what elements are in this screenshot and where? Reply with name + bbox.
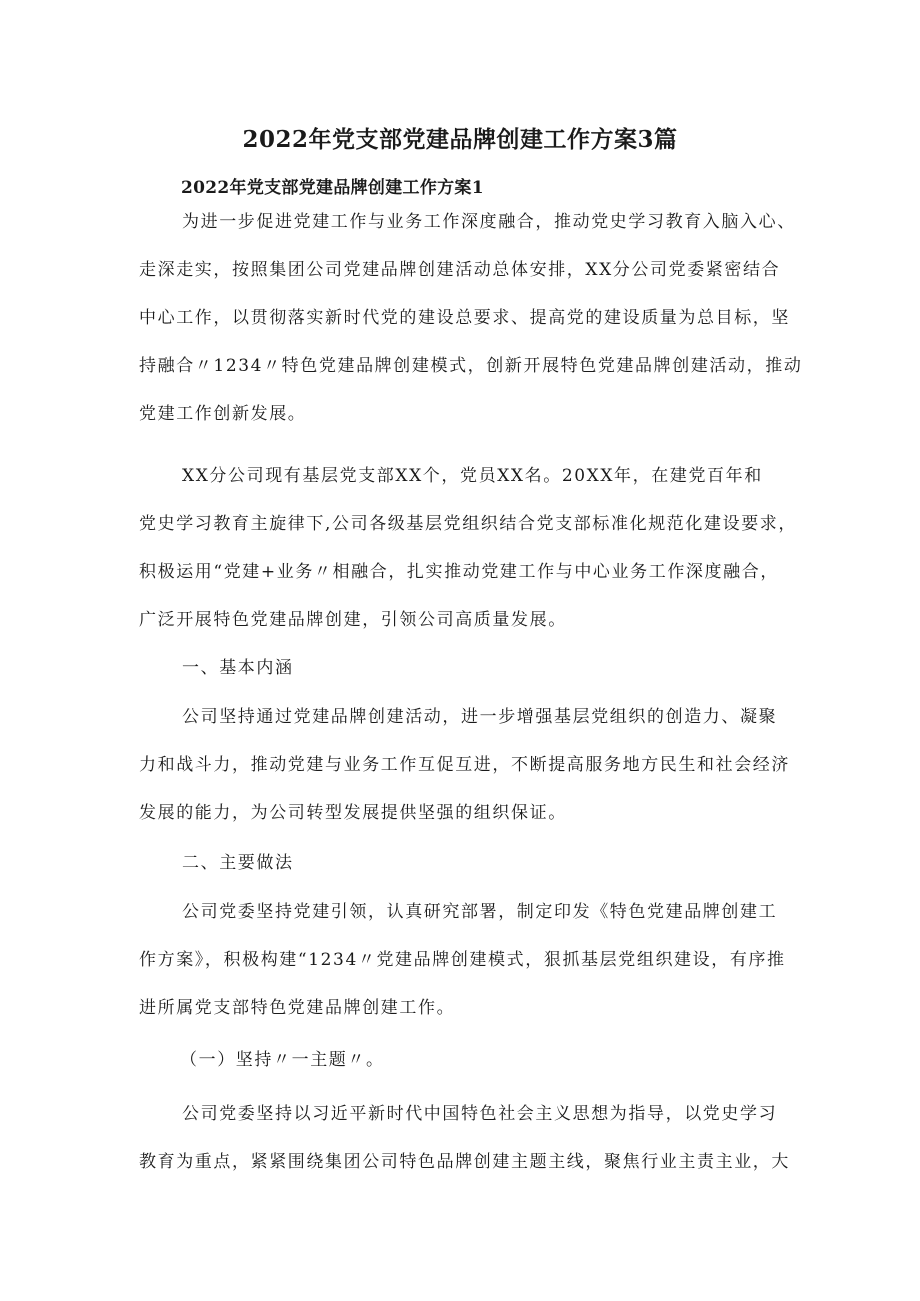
paragraph-3-line: 力和战斗力，推动党建与业务工作互促互进，不断提高服务地方民生和社会经济 <box>139 755 790 775</box>
paragraph-5 <box>139 1090 789 1186</box>
paragraph-4 <box>139 888 789 1032</box>
section-heading-main-practices: 二、主要做法 <box>182 853 294 873</box>
paragraph-1 <box>139 198 803 438</box>
paragraph-2-line: 广泛开展特色党建品牌创建，引领公司高质量发展。 <box>139 610 567 630</box>
paragraph-2-line: 积极运用“党建+业务〃相融合，扎实推动党建工作与中心业务工作深度融合， <box>139 562 779 582</box>
paragraph-2-line: 党史学习教育主旋律下,公司各级基层党组织结合党支部标准化规范化建设要求， <box>139 514 798 534</box>
paragraph-3-line: 发展的能力，为公司转型发展提供坚强的组织保证。 <box>139 803 567 823</box>
paragraph-4-line: 进所属党支部特色党建品牌创建工作。 <box>139 998 456 1018</box>
paragraph-4-line: 公司党委坚持党建引领，认真研究部署，制定印发《特色党建品牌创建工 <box>182 902 778 922</box>
document-subtitle: 2022年党支部党建品牌创建工作方案1 <box>181 178 484 198</box>
subsection-heading-one-theme: （一）坚持〃一主题〃。 <box>180 1050 385 1070</box>
paragraph-4-line: 作方案》，积极构建“1234〃党建品牌创建模式，狠抓基层党组织建设，有序推 <box>139 950 786 970</box>
paragraph-1-line: 党建工作创新发展。 <box>139 404 307 424</box>
paragraph-1-line: 持融合〃1234〃特色党建品牌创建模式，创新开展特色党建品牌创建活动，推动 <box>139 356 803 376</box>
paragraph-3 <box>139 693 789 837</box>
document-title: 2022年党支部党建品牌创建工作方案3篇 <box>242 126 678 153</box>
paragraph-5-line: 公司党委坚持以习近平新时代中国特色社会主义思想为指导，以党史学习 <box>182 1104 778 1124</box>
paragraph-1-line: 走深走实，按照集团公司党建品牌创建活动总体安排，XX分公司党委紧密结合 <box>139 260 781 280</box>
paragraph-1-line: 为进一步促进党建工作与业务工作深度融合，推动党史学习教育入脑入心、 <box>182 212 796 232</box>
paragraph-1-line: 中心工作，以贯彻落实新时代党的建设总要求、提高党的建设质量为总目标，坚 <box>139 308 790 328</box>
paragraph-3-line: 公司坚持通过党建品牌创建活动，进一步增强基层党组织的创造力、凝聚 <box>182 707 778 727</box>
paragraph-2-line: XX分公司现有基层党支部XX个，党员XX名。20XX年，在建党百年和 <box>182 466 763 486</box>
section-heading-basic-connotation: 一、基本内涵 <box>182 658 294 678</box>
paragraph-5-line: 教育为重点，紧紧围绕集团公司特色品牌创建主题主线，聚焦行业主责主业，大 <box>139 1152 790 1172</box>
paragraph-2 <box>139 452 798 644</box>
